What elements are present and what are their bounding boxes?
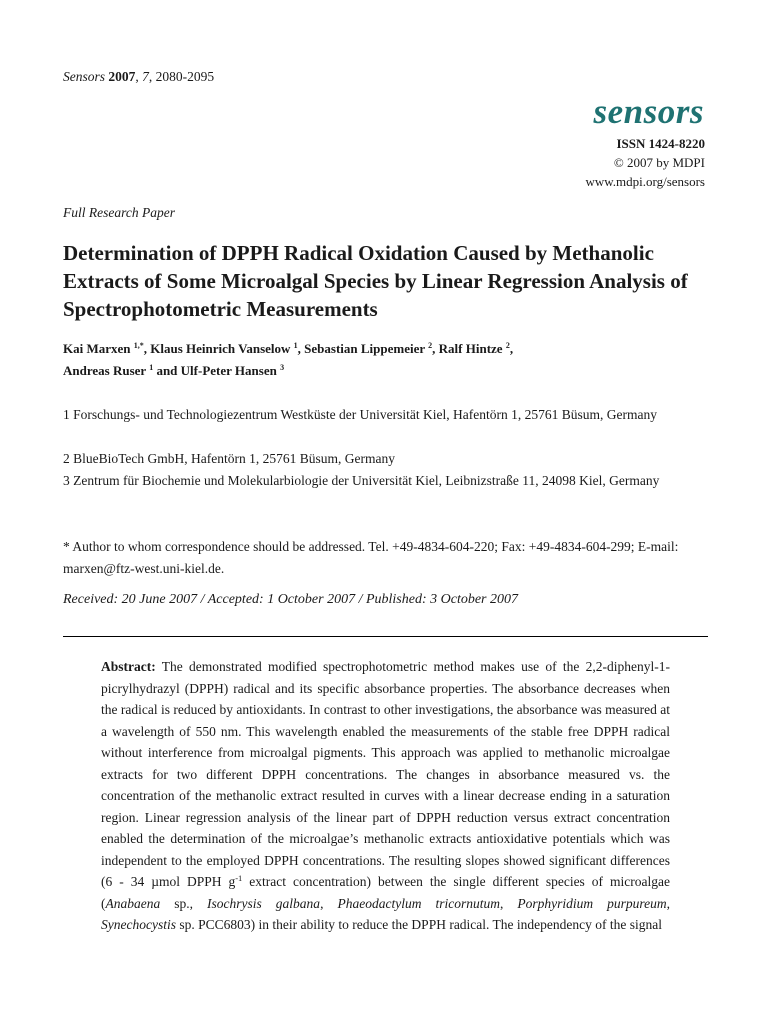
section-divider [63, 636, 708, 637]
unit-exponent: -1 [235, 873, 243, 883]
species-name: Synechocystis [101, 917, 176, 932]
abstract-label: Abstract: [101, 659, 156, 674]
author-affiliation-mark: 1,* [133, 341, 144, 350]
species-name: Isochrysis galbana [207, 895, 321, 911]
copyright: © 2007 by MDPI [613, 155, 705, 170]
author-list: Kai Marxen $^{1,*}$, Klaus Heinrich Vanselow $^1$, Sebastian Lippemeier $^2$, Ralf Hintze $^2$, Andreas Ruser $^1$ and Ulf-Peter Hansen $^3$ [63, 341, 514, 378]
affiliation-2: 2 BlueBioTech GmbH, Hafentörn 1, 25761 Büsum, Germany [63, 451, 396, 466]
abstract-text: The demonstrated modified spectrophotometric method makes use of the 2,2-diphenyl-1-picrylhydrazyl (DPPH) radical and its specific absorbance properties. The absorbance decreases when the radical is reduced by antioxidants. In contrast to other investigations, the absorbance was measured at a wavelength of 550 nm. This wavelength enabled the measurements of the stable free DPPH radical without interference from microalgal pigments. This approach was applied to methanolic microalgae extracts for two different DPPH concentrations. The changes in absorbance measured vs. the concentration of the methanolic extract resulted in curves with a linear decrease ending in a saturation region. Linear regression analysis of the linear part of DPPH reduction versus extract concentration enabled the determination of the microalgae’s methanolic extracts antioxidative potentials which was independent to the employed DPPH concentrations. The resulting slopes showed significant differences (6 - 34 µmol DPPH g [101, 659, 670, 889]
affiliation-1: 1 Forschungs- und Technologiezentrum Westküste der Universität Kiel, Hafentörn 1, 25761 Büsum, Germany [63, 407, 657, 422]
author-affiliation-mark: 3 [280, 363, 285, 372]
author-name: Ralf Hintze [438, 341, 503, 356]
abstract-separator: , [320, 895, 338, 911]
paper-title: Determination of DPPH Radical Oxidation Caused by Methanolic Extracts of Some Microalgal Species by Linear Regression Analysis of Spectrophotometric Measurements [63, 241, 688, 321]
author-name: Klaus Heinrich Vanselow [150, 341, 291, 356]
author-name: Sebastian Lippemeier [304, 341, 425, 356]
affiliation-3: 3 Zentrum für Biochemie und Molekularbiologie der Universität Kiel, Leibnizstraße 11, 24098 Kiel, Germany [63, 473, 660, 488]
abstract-separator: , [499, 895, 518, 911]
paper-type: Full Research Paper [63, 205, 175, 220]
journal-citation: Sensors 2007, 7, 2080-2095 [63, 69, 215, 84]
abstract-text: extract concentration) between the single different species of microalgae ( [101, 874, 670, 911]
abstract-separator: , [666, 895, 671, 911]
journal-info [585, 134, 705, 191]
journal-pages: , 2080-2095 [148, 69, 215, 84]
species-name: Porphyridium purpureum [517, 895, 667, 911]
species-name: Anabaena [105, 895, 161, 911]
issn: ISSN 1424-8220 [616, 136, 705, 151]
journal-url[interactable]: www.mdpi.org/sensors [585, 174, 705, 189]
author-affiliation-mark: 1 [149, 363, 154, 372]
author-affiliation-mark: 2 [505, 341, 510, 350]
author-affiliation-mark: 2 [428, 341, 433, 350]
journal-year: 2007 [108, 69, 136, 84]
abstract [101, 656, 670, 936]
author-name: Andreas Ruser [63, 363, 146, 378]
journal-logo: sensors [593, 92, 704, 131]
abstract-text: sp. PCC6803) in their ability to reduce the DPPH radical. The independency of the signal [175, 917, 662, 932]
journal-volume: 7 [142, 69, 149, 84]
journal-name: Sensors [63, 69, 106, 84]
author-name: Ulf-Peter Hansen [180, 363, 277, 378]
abstract-text: sp., [160, 895, 208, 911]
author-affiliation-mark: 1 [293, 341, 298, 350]
species-name: Phaeodactylum tricornutum [337, 895, 500, 911]
author-name: Kai Marxen [63, 341, 131, 356]
publication-dates: Received: 20 June 2007 / Accepted: 1 October 2007 / Published: 3 October 2007 [63, 592, 518, 607]
correspondence-note: * Author to whom correspondence should be addressed. Tel. +49-4834-604-220; Fax: +49-4834-604-299; E-mail: marxen@ftz-west.uni-kiel.de. [63, 539, 679, 576]
